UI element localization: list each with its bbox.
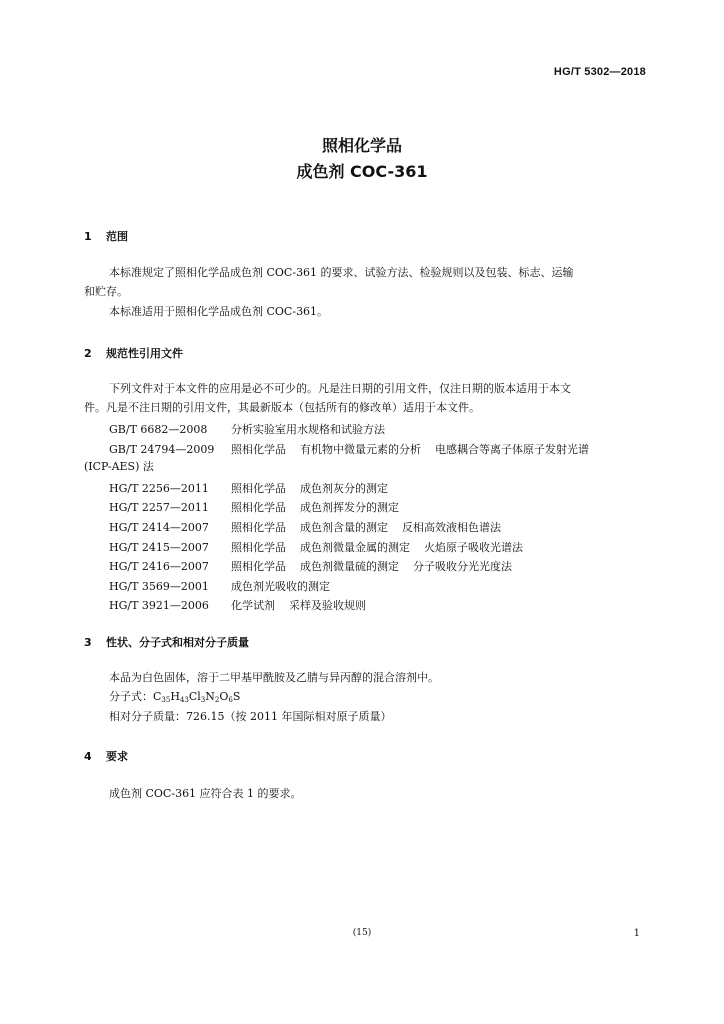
reference-code: HG/T 3569—2001 (109, 580, 209, 593)
footer-center-number: (15) (352, 928, 372, 938)
section-number: 1 (84, 230, 92, 243)
standard-number: HG/T 5302—2018 (553, 66, 646, 78)
element-count: 6 (228, 696, 233, 704)
reference-title: 分析实验室用水规格和试验方法 (231, 423, 385, 436)
paragraph-line: 本标准规定了照相化学品成色剂 COC-361 的要求、试验方法、检验规则以及包装、标志、运输 (109, 266, 574, 279)
reference-code: HG/T 2416—2007 (109, 560, 209, 573)
paragraph-line: 成色剂 COC-361 应符合表 1 的要求。 (109, 787, 302, 800)
reference-item (109, 539, 523, 555)
element-symbol: S (232, 690, 241, 703)
element-symbol: O (219, 690, 229, 703)
paragraph-line: 本品为白色固体，溶于二甲基甲酰胺及乙腈与异丙醇的混合溶剂中。 (109, 671, 439, 684)
section-title: 性状、分子式和相对分子质量 (106, 636, 249, 649)
reference-item (109, 421, 385, 437)
reference-item (109, 441, 589, 457)
reference-title: 照相化学品 (231, 443, 286, 456)
reference-title: 照相化学品 (231, 521, 286, 534)
reference-item (109, 480, 388, 496)
reference-title: 照相化学品 (231, 482, 286, 495)
reference-item (109, 578, 330, 594)
reference-item (109, 519, 501, 535)
section-3-heading (84, 634, 249, 650)
reference-code: HG/T 2256—2011 (109, 482, 209, 495)
reference-title: 成色剂光吸收的测定 (231, 580, 330, 593)
paragraph-line: 下列文件对于本文件的应用是必不可少的。凡是注日期的引用文件，仅注日期的版本适用于本文 (109, 382, 571, 395)
reference-item (109, 499, 399, 515)
reference-title: 照相化学品 (231, 501, 286, 514)
reference-code: HG/T 2414—2007 (109, 521, 209, 534)
paragraph-line: 和贮存。 (84, 285, 128, 298)
paragraph-line: 本标准适用于照相化学品成色剂 COC-361。 (109, 305, 329, 318)
element-count: 2 (214, 696, 220, 704)
reference-continuation: (ICP-AES) 法 (84, 460, 154, 473)
section-2-heading (84, 345, 183, 361)
reference-title: 火焰原子吸收光谱法 (424, 541, 523, 554)
reference-code: HG/T 2415—2007 (109, 541, 209, 554)
reference-title: 成色剂微量硫的测定 (300, 560, 399, 573)
element-symbol: N (205, 690, 215, 703)
element-count: 35 (161, 696, 171, 704)
section-number: 2 (84, 347, 92, 360)
paragraph-line: 件。凡是不注日期的引用文件，其最新版本（包括所有的修改单）适用于本文件。 (84, 401, 480, 414)
reference-code: HG/T 3921—2006 (109, 599, 209, 612)
element-symbol: C (153, 690, 162, 703)
reference-code: GB/T 24794—2009 (109, 443, 215, 456)
doc-title-line2: 成色剂 COC-361 (296, 162, 428, 181)
reference-code: GB/T 6682—2008 (109, 423, 208, 436)
reference-title: 成色剂微量金属的测定 (300, 541, 410, 554)
molecular-formula (109, 690, 240, 707)
section-1-heading (84, 228, 128, 244)
section-4-heading (84, 748, 128, 764)
reference-title: 成色剂含量的测定 (300, 521, 388, 534)
reference-title: 成色剂挥发分的测定 (300, 501, 399, 514)
section-title: 要求 (106, 750, 128, 763)
element-count: 43 (179, 696, 189, 704)
reference-code: HG/T 2257—2011 (109, 501, 209, 514)
reference-title: 采样及验收规则 (289, 599, 366, 612)
element-symbol: H (170, 690, 180, 703)
reference-title: 化学试剂 (231, 599, 275, 612)
relative-molecular-mass: 相对分子质量：726.15（按 2011 年国际相对原子质量） (109, 710, 392, 723)
formula-label: 分子式： (109, 690, 153, 703)
element-symbol: Cl (188, 690, 201, 703)
reference-item (109, 558, 512, 574)
page-number: 1 (633, 928, 640, 939)
reference-title: 有机物中微量元素的分析 (300, 443, 421, 456)
reference-title: 反相高效液相色谱法 (402, 521, 501, 534)
reference-title: 成色剂灰分的测定 (300, 482, 388, 495)
section-number: 4 (84, 750, 92, 763)
section-title: 范围 (106, 230, 128, 243)
reference-title: 电感耦合等离子体原子发射光谱 (435, 443, 589, 456)
reference-title: 分子吸收分光光度法 (413, 560, 512, 573)
element-count: 3 (200, 696, 206, 704)
section-number: 3 (84, 636, 92, 649)
doc-title-line1: 照相化学品 (321, 136, 402, 155)
section-title: 规范性引用文件 (106, 347, 183, 360)
reference-item (109, 597, 366, 613)
reference-title: 照相化学品 (231, 541, 286, 554)
reference-title: 照相化学品 (231, 560, 286, 573)
